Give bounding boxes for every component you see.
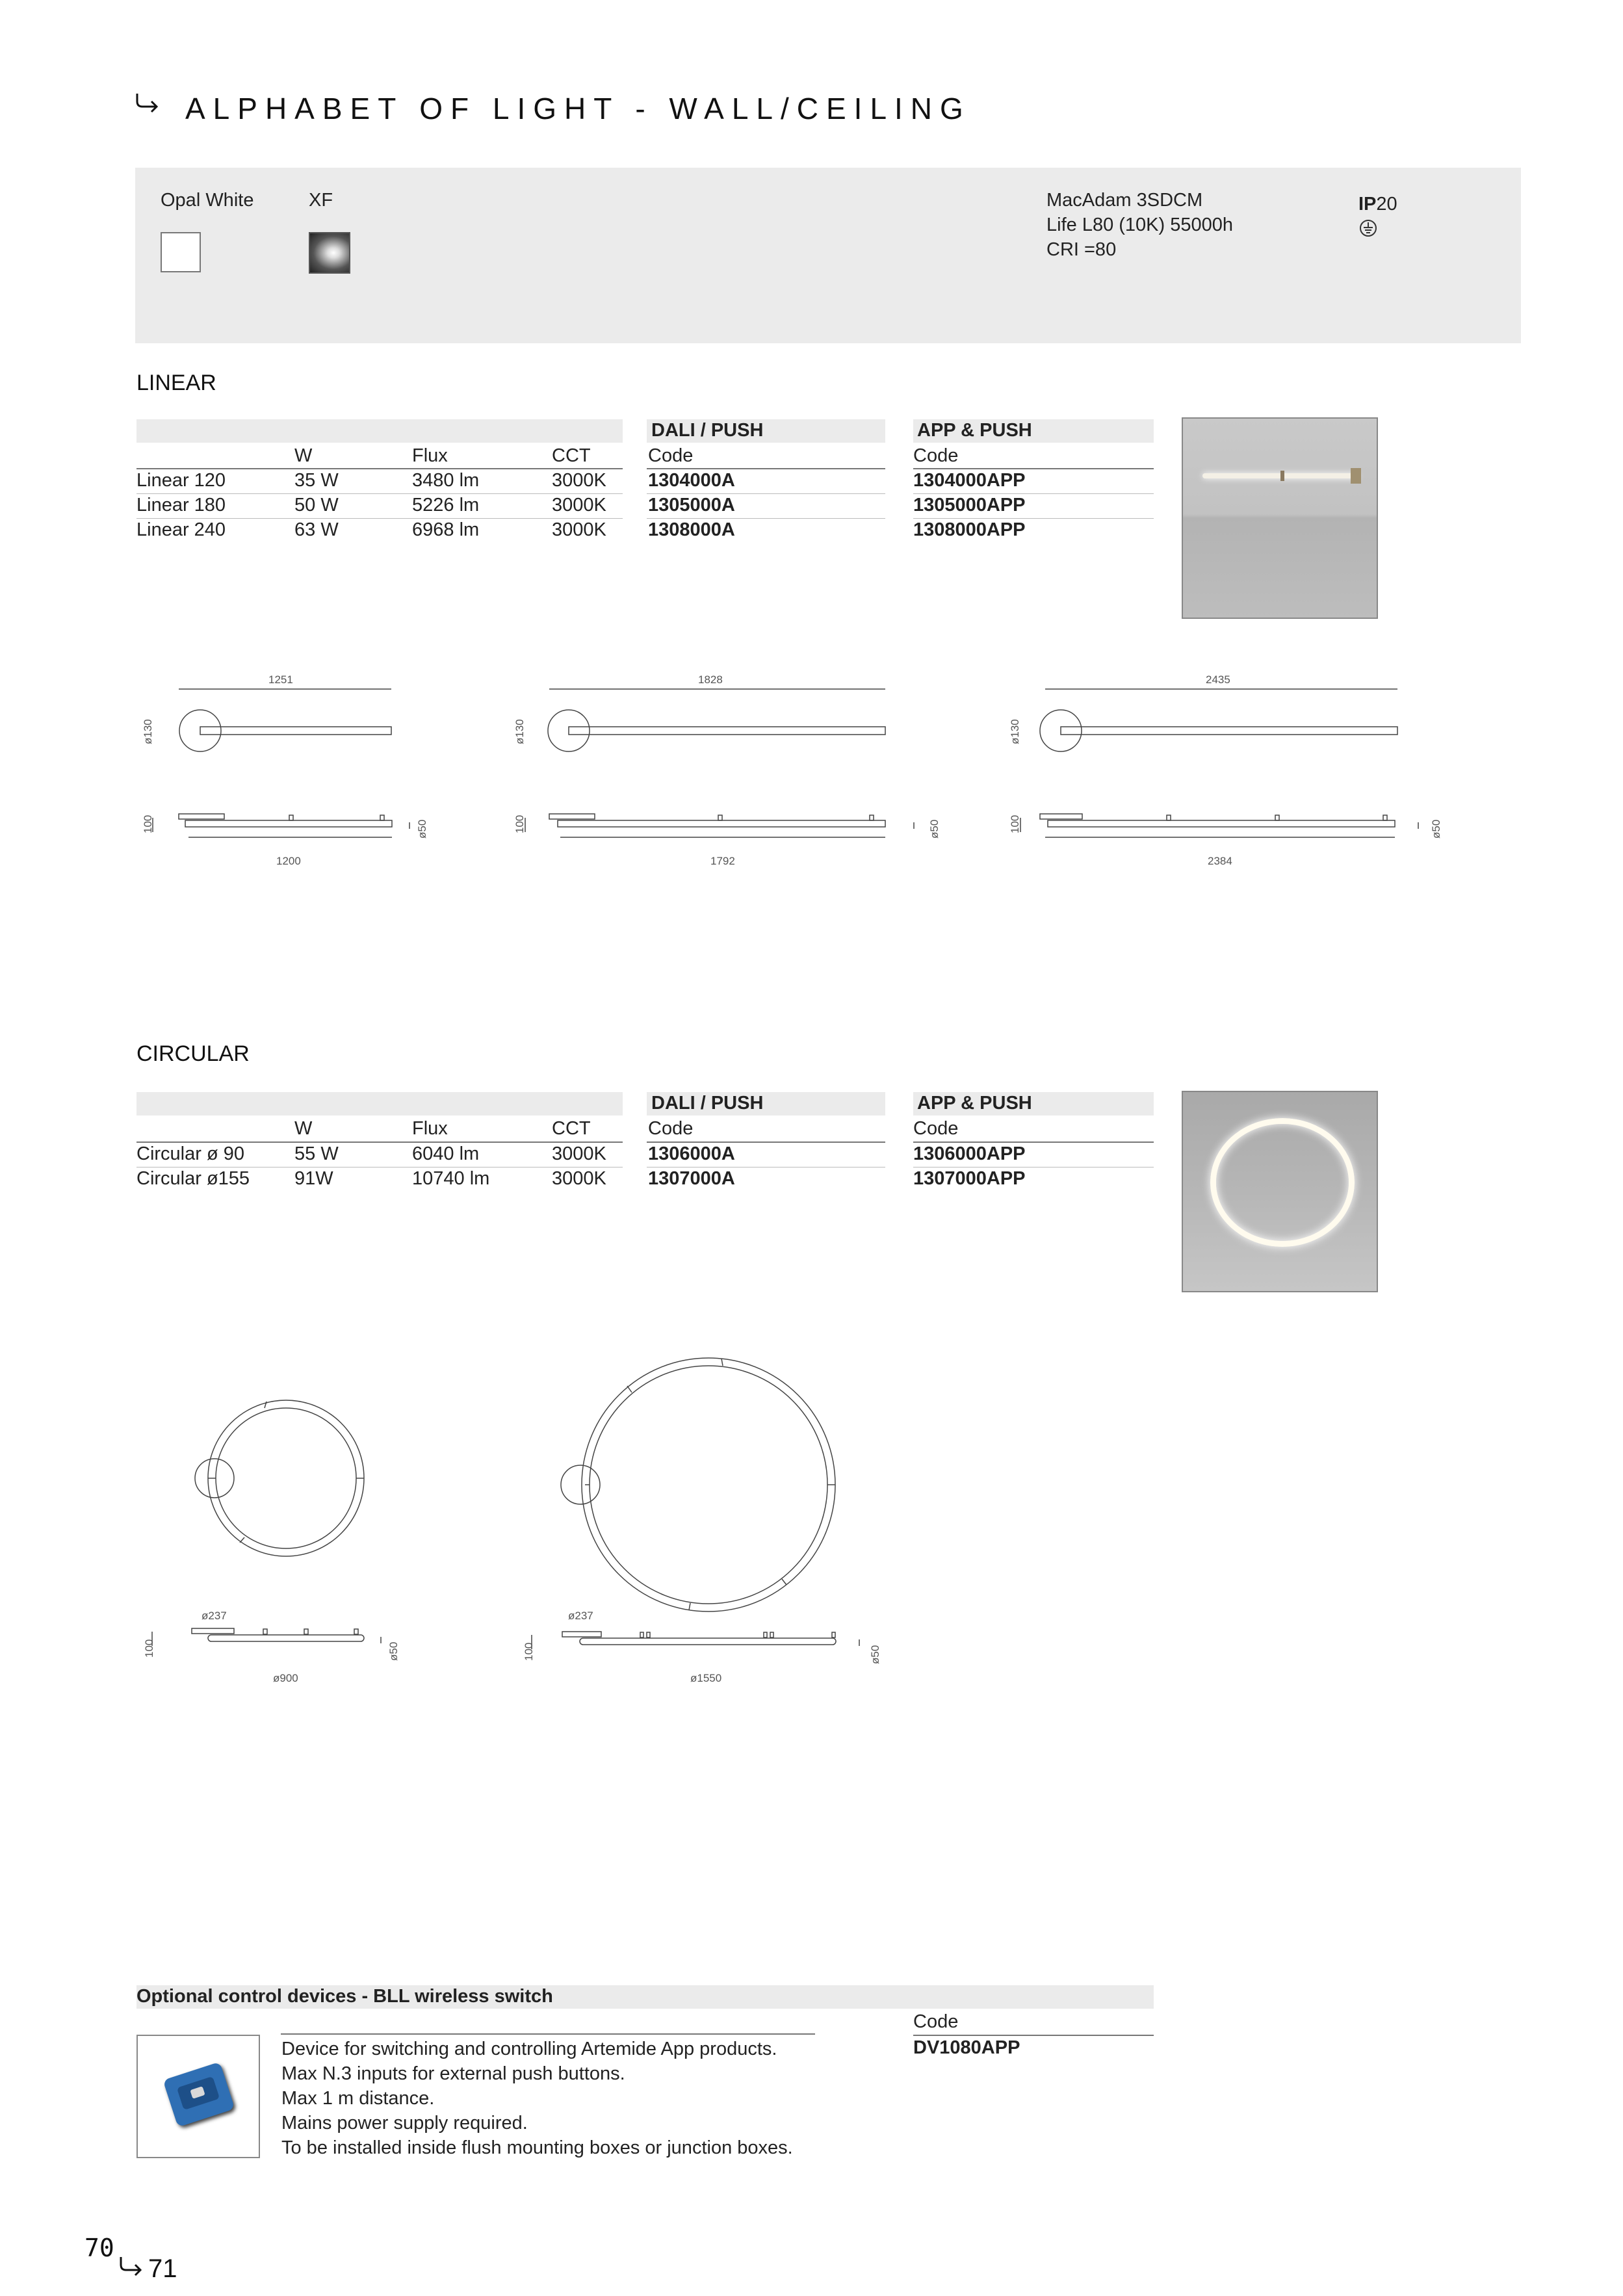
row-cct: 3000K bbox=[552, 495, 606, 515]
row-name: Circular ø155 bbox=[136, 1168, 250, 1189]
dimension-label: 100 bbox=[513, 815, 526, 833]
row-flux: 6968 lm bbox=[412, 519, 480, 540]
code-label: Code bbox=[913, 2011, 959, 2032]
row-dali-code: 1305000A bbox=[648, 495, 735, 515]
row-dali-code: 1308000A bbox=[648, 519, 735, 540]
dimension-label: 100 bbox=[142, 815, 154, 833]
description-line: Max 1 m distance. bbox=[281, 2088, 435, 2109]
optional-code: DV1080APP bbox=[913, 2037, 1020, 2058]
row-app-code: 1304000APP bbox=[913, 470, 1026, 491]
description-line: Max N.3 inputs for external push buttons. bbox=[281, 2063, 625, 2084]
opal-white-swatch bbox=[161, 232, 201, 272]
ip-rating bbox=[1358, 194, 1397, 215]
dimension-label: ø900 bbox=[273, 1672, 298, 1684]
dimension-label: 1200 bbox=[276, 855, 301, 867]
xf-swatch bbox=[309, 232, 350, 274]
row-app-code: 1308000APP bbox=[913, 519, 1026, 540]
next-page-number[interactable]: 71 bbox=[148, 2254, 177, 2283]
dimension-label: 100 bbox=[523, 1642, 535, 1661]
dimension-label: 100 bbox=[1009, 815, 1021, 833]
hook-arrow-icon bbox=[117, 2254, 146, 2278]
ip-label: IP bbox=[1358, 194, 1377, 215]
finish-label-xf: XF bbox=[309, 190, 333, 211]
row-name: Circular ø 90 bbox=[136, 1143, 244, 1164]
circular-drawings bbox=[0, 1339, 1623, 1703]
dimension-label: ø50 bbox=[416, 819, 428, 839]
dimension-label: ø50 bbox=[1430, 819, 1442, 839]
column-header-flux: Flux bbox=[412, 1118, 448, 1139]
column-header-w: W bbox=[294, 1118, 313, 1139]
row-name: Linear 180 bbox=[136, 495, 226, 515]
ground-symbol-icon bbox=[1358, 218, 1378, 238]
section-title-circular: CIRCULAR bbox=[136, 1041, 250, 1066]
dimension-label: ø50 bbox=[387, 1641, 400, 1661]
dimension-label: ø50 bbox=[869, 1645, 881, 1664]
row-dali-code: 1307000A bbox=[648, 1168, 735, 1189]
linear-product-photo bbox=[1182, 417, 1378, 619]
description-line: Mains power supply required. bbox=[281, 2113, 528, 2133]
dimension-label: 1251 bbox=[268, 673, 293, 686]
row-flux: 3480 lm bbox=[412, 470, 480, 491]
row-app-code: 1307000APP bbox=[913, 1168, 1026, 1189]
section-title-linear: LINEAR bbox=[136, 371, 216, 395]
dimension-label: ø130 bbox=[1009, 719, 1021, 744]
dimension-label: ø130 bbox=[513, 719, 526, 744]
dimension-label: ø237 bbox=[201, 1610, 227, 1622]
optional-title: Optional control devices - BLL wireless switch bbox=[136, 1986, 553, 2007]
page-number: 70 bbox=[84, 2234, 114, 2262]
dimension-label: 100 bbox=[143, 1639, 155, 1658]
app-header: APP & PUSH bbox=[917, 1093, 1032, 1114]
column-header-flux: Flux bbox=[412, 445, 448, 466]
app-header: APP & PUSH bbox=[917, 420, 1032, 441]
hook-arrow-icon bbox=[133, 91, 162, 114]
dimension-label: ø130 bbox=[142, 719, 154, 744]
row-dali-code: 1306000A bbox=[648, 1143, 735, 1164]
dimension-label: ø1550 bbox=[690, 1672, 722, 1684]
dimension-label: ø237 bbox=[568, 1610, 593, 1622]
row-name: Linear 240 bbox=[136, 519, 226, 540]
column-header-w: W bbox=[294, 445, 313, 466]
ip-value: 20 bbox=[1376, 194, 1397, 215]
row-w: 50 W bbox=[294, 495, 339, 515]
row-app-code: 1306000APP bbox=[913, 1143, 1026, 1164]
page-title: ALPHABET OF LIGHT - WALL/CEILING bbox=[185, 92, 971, 125]
row-cct: 3000K bbox=[552, 1143, 606, 1164]
row-w: 35 W bbox=[294, 470, 339, 491]
code-label: Code bbox=[648, 1118, 694, 1139]
table-header-bar bbox=[136, 419, 623, 443]
finish-label-opal: Opal White bbox=[161, 190, 254, 211]
circular-product-photo bbox=[1182, 1091, 1378, 1292]
spec-line: MacAdam 3SDCM bbox=[1046, 190, 1203, 211]
row-flux: 5226 lm bbox=[412, 495, 480, 515]
row-app-code: 1305000APP bbox=[913, 495, 1026, 515]
row-cct: 3000K bbox=[552, 519, 606, 540]
column-header-cct: CCT bbox=[552, 1118, 591, 1139]
row-cct: 3000K bbox=[552, 1168, 606, 1189]
column-header-cct: CCT bbox=[552, 445, 591, 466]
row-name: Linear 120 bbox=[136, 470, 226, 491]
dali-header: DALI / PUSH bbox=[651, 420, 764, 441]
dali-header: DALI / PUSH bbox=[651, 1093, 764, 1114]
row-dali-code: 1304000A bbox=[648, 470, 735, 491]
description-line: To be installed inside flush mounting boxes or junction boxes. bbox=[281, 2137, 793, 2158]
wireless-switch-photo bbox=[136, 2035, 260, 2158]
description-line: Device for switching and controlling Artemide App products. bbox=[281, 2039, 777, 2059]
row-w: 55 W bbox=[294, 1143, 339, 1164]
code-label: Code bbox=[913, 445, 959, 466]
dimension-label: 2435 bbox=[1206, 673, 1230, 686]
spec-line: Life L80 (10K) 55000h bbox=[1046, 215, 1233, 235]
spec-line: CRI =80 bbox=[1046, 239, 1117, 260]
row-flux: 10740 lm bbox=[412, 1168, 490, 1189]
code-label: Code bbox=[913, 1118, 959, 1139]
row-w: 63 W bbox=[294, 519, 339, 540]
dimension-label: 2384 bbox=[1208, 855, 1232, 867]
dimension-label: 1792 bbox=[710, 855, 735, 867]
code-label: Code bbox=[648, 445, 694, 466]
row-cct: 3000K bbox=[552, 470, 606, 491]
dimension-label: ø50 bbox=[928, 819, 941, 839]
table-header-bar bbox=[136, 1092, 623, 1115]
row-w: 91W bbox=[294, 1168, 333, 1189]
dimension-label: 1828 bbox=[698, 673, 723, 686]
row-flux: 6040 lm bbox=[412, 1143, 480, 1164]
linear-drawings bbox=[0, 663, 1623, 878]
